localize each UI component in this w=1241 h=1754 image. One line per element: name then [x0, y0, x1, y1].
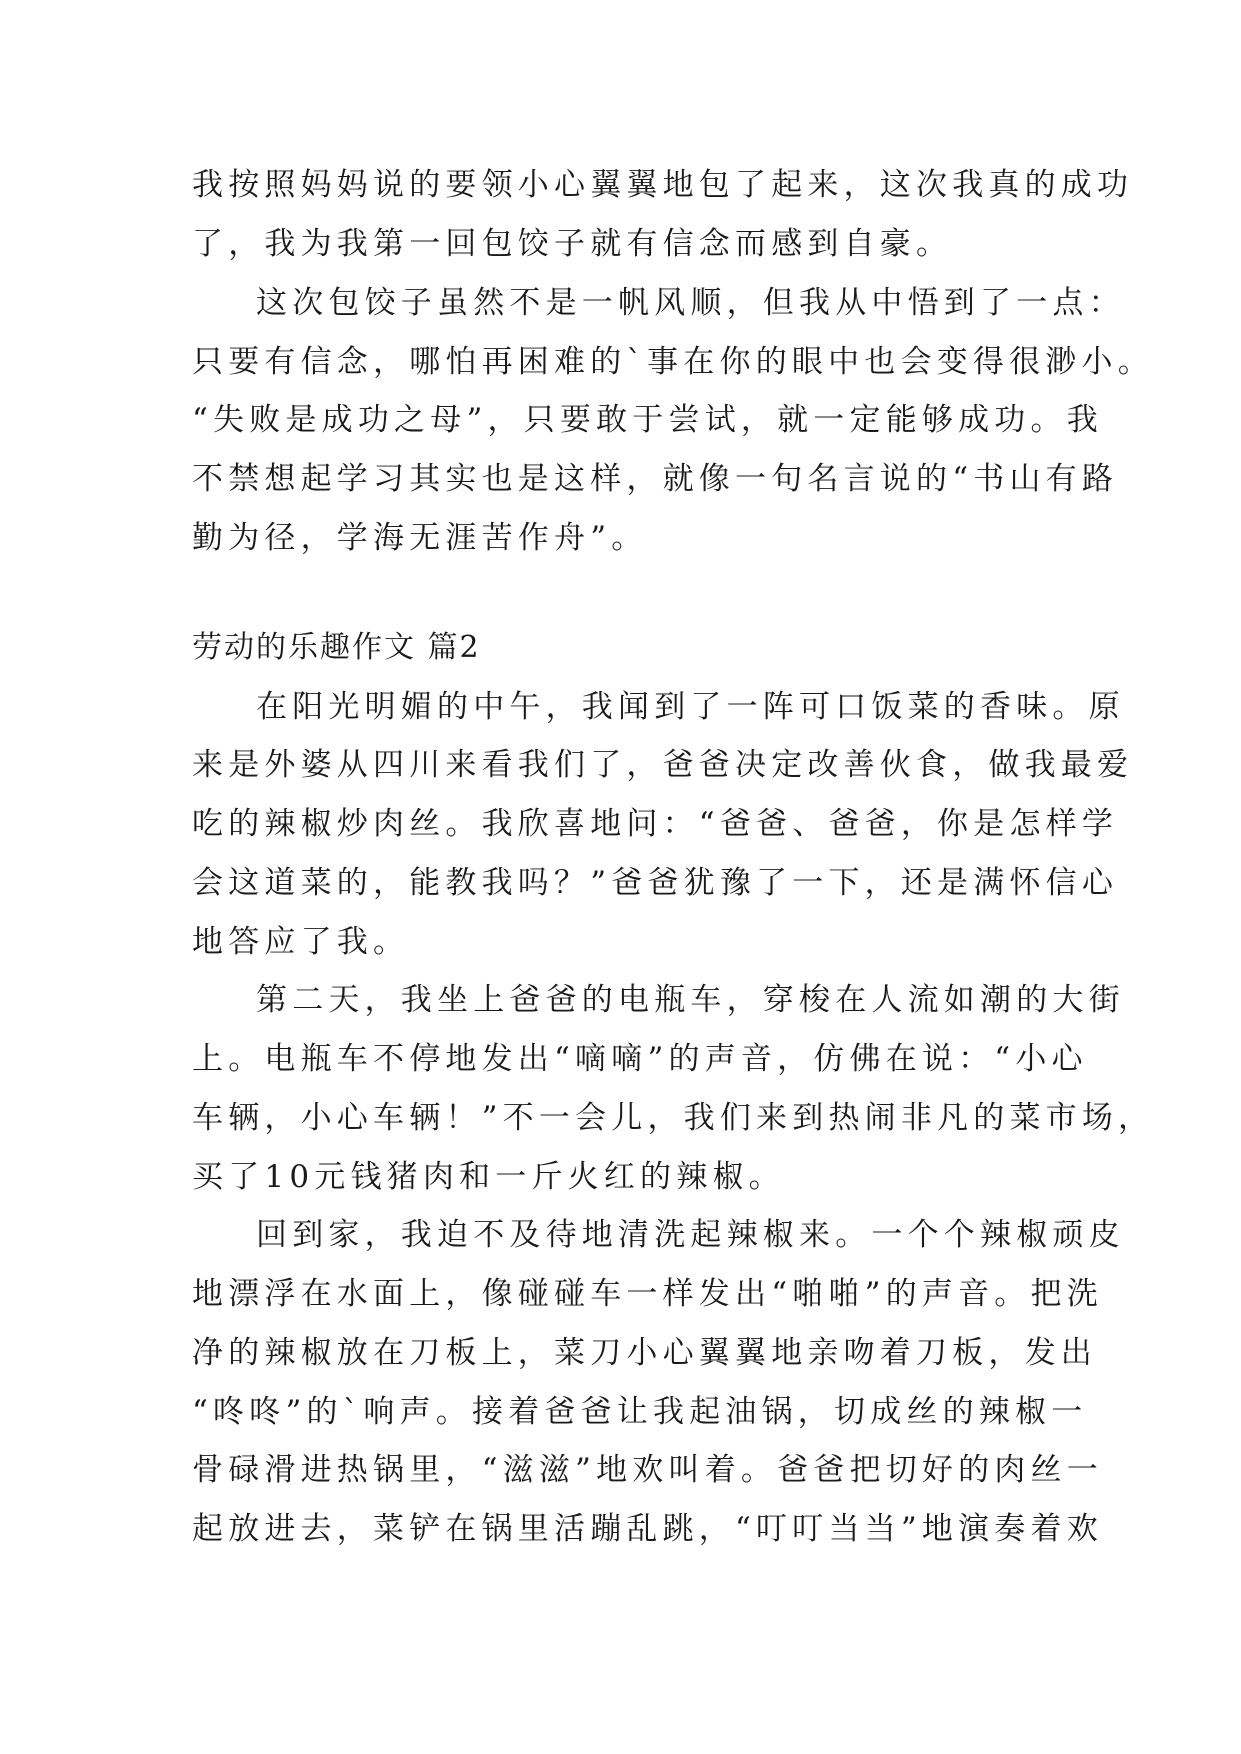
paragraph-line: 上。电瓶车不停地发出“嘀嘀”的声音，仿佛在说：“小心 — [192, 1041, 1088, 1077]
paragraph-line: 我按照妈妈说的要领小心翼翼地包了起来，这次我真的成功 — [192, 167, 1134, 203]
paragraph-line: 买了10元钱猪肉和一斤火红的辣椒。 — [192, 1159, 785, 1195]
paragraph-line: 地答应了我。 — [192, 924, 410, 960]
paragraph-line: 在阳光明媚的中午，我闻到了一阵可口饭菜的香味。原 — [256, 689, 1125, 725]
paragraph-line: 第二天，我坐上爸爸的电瓶车，穿梭在人流如潮的大街 — [256, 982, 1125, 1018]
paragraph-line: 只要有信念，哪怕再困难的`事在你的眼中也会变得很渺小。 — [192, 344, 1154, 380]
paragraph-line: 起放进去，菜铲在锅里活蹦乱跳，“叮叮当当”地演奏着欢 — [192, 1511, 1103, 1547]
paragraph-line: 会这道菜的，能教我吗？”爸爸犹豫了一下，还是满怀信心 — [192, 865, 1119, 901]
paragraph-line: 回到家，我迫不及待地清洗起辣椒来。一个个辣椒顽皮 — [256, 1217, 1125, 1253]
section-heading: 劳动的乐趣作文 篇2 — [192, 630, 481, 665]
paragraph-line: “失败是成功之母”，只要敢于尝试，就一定能够成功。我 — [192, 402, 1103, 438]
paragraph-line: 这次包饺子虽然不是一帆风顺，但我从中悟到了一点： — [256, 285, 1125, 321]
paragraph-line: 不禁想起学习其实也是这样，就像一句名言说的“书山有路 — [192, 461, 1119, 497]
paragraph-line: 车辆，小心车辆！”不一会儿，我们来到热闹非凡的菜市场， — [192, 1100, 1155, 1136]
paragraph-line: 吃的辣椒炒肉丝。我欣喜地问：“爸爸、爸爸，你是怎样学 — [192, 806, 1119, 842]
paragraph-line: 地漂浮在水面上，像碰碰车一样发出“啪啪”的声音。把洗 — [192, 1276, 1103, 1312]
paragraph-line: “咚咚”的`响声。接着爸爸让我起油锅，切成丝的辣椒一 — [192, 1394, 1088, 1430]
paragraph-line: 勤为径，学海无涯苦作舟”。 — [192, 520, 648, 556]
paragraph-line: 来是外婆从四川来看我们了，爸爸决定改善伙食，做我最爱 — [192, 747, 1134, 783]
paragraph-line: 骨碌滑进热锅里，“滋滋”地欢叫着。爸爸把切好的肉丝一 — [192, 1452, 1103, 1488]
paragraph-line: 净的辣椒放在刀板上，菜刀小心翼翼地亲吻着刀板，发出 — [192, 1335, 1097, 1371]
paragraph-line: 了，我为我第一回包饺子就有信念而感到自豪。 — [192, 226, 953, 262]
